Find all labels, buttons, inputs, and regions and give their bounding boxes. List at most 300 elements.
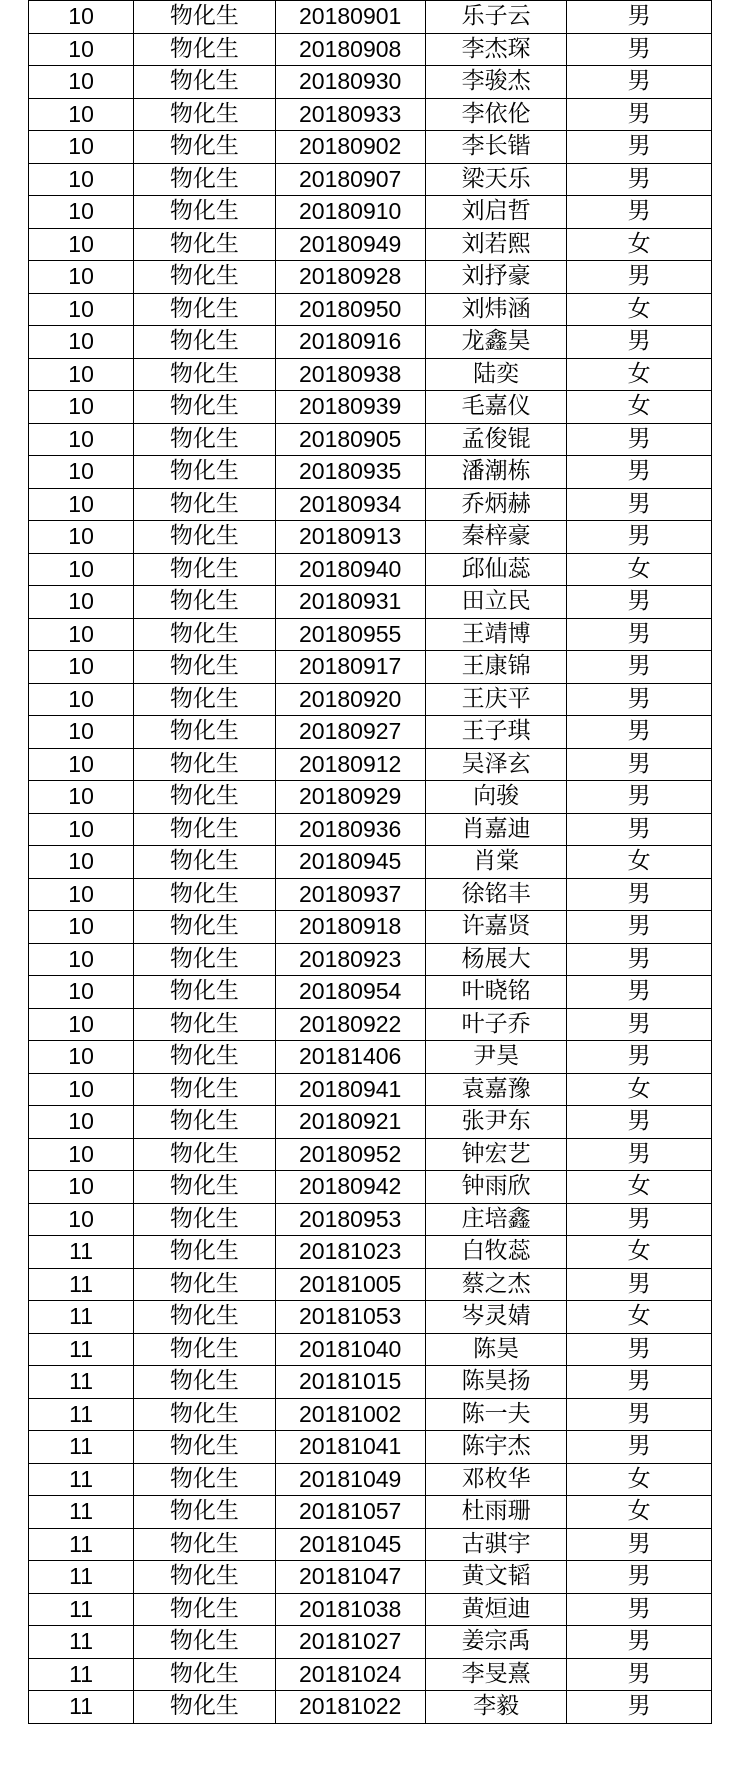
class-cell: 10	[29, 943, 134, 976]
student-id-cell: 20181045	[275, 1528, 425, 1561]
student-id-cell: 20180940	[275, 553, 425, 586]
table-row	[29, 1463, 712, 1496]
student-name-cell: 许嘉贤	[425, 911, 566, 944]
subject-combination-cell: 物化生	[134, 683, 275, 716]
gender-cell: 男	[567, 456, 712, 489]
student-name-cell: 庄培鑫	[425, 1203, 566, 1236]
table-row	[29, 1366, 712, 1399]
student-name-cell: 蔡之杰	[425, 1268, 566, 1301]
student-name-cell: 黄烜迪	[425, 1593, 566, 1626]
student-name-cell: 陈宇杰	[425, 1431, 566, 1464]
student-name-cell: 向骏	[425, 781, 566, 814]
subject-combination-cell: 物化生	[134, 1, 275, 34]
subject-combination-cell: 物化生	[134, 293, 275, 326]
gender-cell: 女	[567, 358, 712, 391]
student-id-cell: 20181024	[275, 1658, 425, 1691]
class-cell: 10	[29, 33, 134, 66]
class-cell: 11	[29, 1398, 134, 1431]
student-name-cell: 肖棠	[425, 846, 566, 879]
student-name-cell: 毛嘉仪	[425, 391, 566, 424]
table-row	[29, 1561, 712, 1594]
table-row	[29, 683, 712, 716]
subject-combination-cell: 物化生	[134, 618, 275, 651]
table-row	[29, 131, 712, 164]
gender-cell: 男	[567, 716, 712, 749]
gender-cell: 女	[567, 228, 712, 261]
student-name-cell: 李杰琛	[425, 33, 566, 66]
class-cell: 10	[29, 521, 134, 554]
gender-cell: 男	[567, 163, 712, 196]
table-row	[29, 326, 712, 359]
table-row	[29, 651, 712, 684]
class-cell: 10	[29, 1171, 134, 1204]
subject-combination-cell: 物化生	[134, 1366, 275, 1399]
class-cell: 10	[29, 228, 134, 261]
student-id-cell: 20180923	[275, 943, 425, 976]
table-row	[29, 488, 712, 521]
gender-cell: 男	[567, 781, 712, 814]
gender-cell: 男	[567, 911, 712, 944]
student-id-cell: 20180949	[275, 228, 425, 261]
gender-cell: 男	[567, 1041, 712, 1074]
table-row	[29, 1593, 712, 1626]
student-name-cell: 邓枚华	[425, 1463, 566, 1496]
class-cell: 10	[29, 456, 134, 489]
subject-combination-cell: 物化生	[134, 228, 275, 261]
class-cell: 11	[29, 1268, 134, 1301]
subject-combination-cell: 物化生	[134, 878, 275, 911]
table-row	[29, 33, 712, 66]
student-name-cell: 尹昊	[425, 1041, 566, 1074]
class-cell: 10	[29, 98, 134, 131]
table-row	[29, 1106, 712, 1139]
class-cell: 11	[29, 1528, 134, 1561]
gender-cell: 男	[567, 521, 712, 554]
student-id-cell: 20181027	[275, 1626, 425, 1659]
student-id-cell: 20180952	[275, 1138, 425, 1171]
subject-combination-cell: 物化生	[134, 1658, 275, 1691]
table-row	[29, 911, 712, 944]
table-row	[29, 1073, 712, 1106]
subject-combination-cell: 物化生	[134, 1041, 275, 1074]
class-cell: 10	[29, 1041, 134, 1074]
student-id-cell: 20180908	[275, 33, 425, 66]
subject-combination-cell: 物化生	[134, 716, 275, 749]
gender-cell: 男	[567, 748, 712, 781]
subject-combination-cell: 物化生	[134, 98, 275, 131]
student-id-cell: 20181057	[275, 1496, 425, 1529]
student-name-cell: 吴泽玄	[425, 748, 566, 781]
student-id-cell: 20180955	[275, 618, 425, 651]
gender-cell: 女	[567, 391, 712, 424]
gender-cell: 女	[567, 1171, 712, 1204]
class-cell: 10	[29, 293, 134, 326]
gender-cell: 男	[567, 943, 712, 976]
subject-combination-cell: 物化生	[134, 1593, 275, 1626]
student-id-cell: 20180917	[275, 651, 425, 684]
gender-cell: 男	[567, 1593, 712, 1626]
table-row	[29, 846, 712, 879]
student-name-cell: 李毅	[425, 1691, 566, 1724]
gender-cell: 男	[567, 1431, 712, 1464]
student-name-cell: 陈昊	[425, 1333, 566, 1366]
subject-combination-cell: 物化生	[134, 423, 275, 456]
student-id-cell: 20181022	[275, 1691, 425, 1724]
gender-cell: 男	[567, 326, 712, 359]
student-name-cell: 王康锦	[425, 651, 566, 684]
table-row	[29, 813, 712, 846]
student-id-cell: 20180913	[275, 521, 425, 554]
student-name-cell: 叶子乔	[425, 1008, 566, 1041]
student-id-cell: 20180901	[275, 1, 425, 34]
student-id-cell: 20180934	[275, 488, 425, 521]
subject-combination-cell: 物化生	[134, 391, 275, 424]
class-cell: 10	[29, 553, 134, 586]
student-name-cell: 白牧蕊	[425, 1236, 566, 1269]
class-cell: 10	[29, 716, 134, 749]
class-cell: 11	[29, 1431, 134, 1464]
student-id-cell: 20180939	[275, 391, 425, 424]
subject-combination-cell: 物化生	[134, 261, 275, 294]
subject-combination-cell: 物化生	[134, 1301, 275, 1334]
class-cell: 11	[29, 1366, 134, 1399]
class-cell: 11	[29, 1658, 134, 1691]
class-cell: 10	[29, 1008, 134, 1041]
subject-combination-cell: 物化生	[134, 813, 275, 846]
subject-combination-cell: 物化生	[134, 326, 275, 359]
table-row	[29, 1268, 712, 1301]
student-id-cell: 20180937	[275, 878, 425, 911]
student-id-cell: 20180942	[275, 1171, 425, 1204]
class-cell: 10	[29, 813, 134, 846]
subject-combination-cell: 物化生	[134, 781, 275, 814]
table-row	[29, 1333, 712, 1366]
table-row	[29, 748, 712, 781]
subject-combination-cell: 物化生	[134, 1626, 275, 1659]
gender-cell: 男	[567, 1268, 712, 1301]
table-row	[29, 976, 712, 1009]
subject-combination-cell: 物化生	[134, 1171, 275, 1204]
table-row	[29, 1301, 712, 1334]
student-id-cell: 20180922	[275, 1008, 425, 1041]
class-cell: 10	[29, 1106, 134, 1139]
student-name-cell: 杜雨珊	[425, 1496, 566, 1529]
class-cell: 10	[29, 683, 134, 716]
student-name-cell: 乐子云	[425, 1, 566, 34]
gender-cell: 男	[567, 33, 712, 66]
class-cell: 10	[29, 1073, 134, 1106]
table-row	[29, 1203, 712, 1236]
table-row	[29, 261, 712, 294]
student-name-cell: 叶晓铭	[425, 976, 566, 1009]
student-name-cell: 肖嘉迪	[425, 813, 566, 846]
gender-cell: 男	[567, 813, 712, 846]
table-row	[29, 1528, 712, 1561]
subject-combination-cell: 物化生	[134, 163, 275, 196]
gender-cell: 男	[567, 683, 712, 716]
gender-cell: 女	[567, 293, 712, 326]
student-id-cell: 20181040	[275, 1333, 425, 1366]
gender-cell: 男	[567, 1366, 712, 1399]
table-row	[29, 943, 712, 976]
class-cell: 10	[29, 66, 134, 99]
class-cell: 11	[29, 1593, 134, 1626]
table-row	[29, 1171, 712, 1204]
table-row	[29, 293, 712, 326]
gender-cell: 女	[567, 1463, 712, 1496]
gender-cell: 男	[567, 98, 712, 131]
subject-combination-cell: 物化生	[134, 196, 275, 229]
gender-cell: 男	[567, 1106, 712, 1139]
student-name-cell: 刘炜涵	[425, 293, 566, 326]
table-row	[29, 1138, 712, 1171]
student-id-cell: 20180941	[275, 1073, 425, 1106]
student-id-cell: 20180902	[275, 131, 425, 164]
student-id-cell: 20181041	[275, 1431, 425, 1464]
gender-cell: 男	[567, 1398, 712, 1431]
subject-combination-cell: 物化生	[134, 1268, 275, 1301]
class-cell: 10	[29, 911, 134, 944]
gender-cell: 男	[567, 618, 712, 651]
subject-combination-cell: 物化生	[134, 1138, 275, 1171]
table-row	[29, 228, 712, 261]
student-name-cell: 岑灵婧	[425, 1301, 566, 1334]
class-cell: 11	[29, 1333, 134, 1366]
student-name-cell: 李依伦	[425, 98, 566, 131]
table-row	[29, 1496, 712, 1529]
subject-combination-cell: 物化生	[134, 846, 275, 879]
student-id-cell: 20180945	[275, 846, 425, 879]
gender-cell: 男	[567, 1626, 712, 1659]
gender-cell: 男	[567, 1333, 712, 1366]
subject-combination-cell: 物化生	[134, 66, 275, 99]
student-id-cell: 20180936	[275, 813, 425, 846]
class-cell: 10	[29, 748, 134, 781]
subject-combination-cell: 物化生	[134, 1398, 275, 1431]
class-cell: 10	[29, 326, 134, 359]
student-name-cell: 钟雨欣	[425, 1171, 566, 1204]
class-cell: 10	[29, 781, 134, 814]
subject-combination-cell: 物化生	[134, 131, 275, 164]
student-name-cell: 刘启哲	[425, 196, 566, 229]
subject-combination-cell: 物化生	[134, 748, 275, 781]
gender-cell: 男	[567, 131, 712, 164]
student-name-cell: 梁天乐	[425, 163, 566, 196]
student-id-cell: 20180953	[275, 1203, 425, 1236]
subject-combination-cell: 物化生	[134, 33, 275, 66]
class-cell: 10	[29, 618, 134, 651]
student-name-cell: 陈一夫	[425, 1398, 566, 1431]
student-name-cell: 杨展大	[425, 943, 566, 976]
subject-combination-cell: 物化生	[134, 1528, 275, 1561]
class-cell: 11	[29, 1691, 134, 1724]
class-cell: 10	[29, 488, 134, 521]
student-id-cell: 20180927	[275, 716, 425, 749]
student-name-cell: 徐铭丰	[425, 878, 566, 911]
student-id-cell: 20180912	[275, 748, 425, 781]
gender-cell: 男	[567, 586, 712, 619]
student-id-cell: 20180929	[275, 781, 425, 814]
gender-cell: 女	[567, 1301, 712, 1334]
student-id-cell: 20180935	[275, 456, 425, 489]
gender-cell: 男	[567, 261, 712, 294]
student-id-cell: 20181047	[275, 1561, 425, 1594]
student-name-cell: 秦梓豪	[425, 521, 566, 554]
table-row	[29, 1, 712, 34]
gender-cell: 女	[567, 1073, 712, 1106]
subject-combination-cell: 物化生	[134, 586, 275, 619]
student-name-cell: 孟俊锟	[425, 423, 566, 456]
gender-cell: 男	[567, 488, 712, 521]
table-row	[29, 391, 712, 424]
subject-combination-cell: 物化生	[134, 911, 275, 944]
table-row	[29, 1691, 712, 1724]
table-row	[29, 1626, 712, 1659]
student-id-cell: 20180931	[275, 586, 425, 619]
student-name-cell: 陈昊扬	[425, 1366, 566, 1399]
student-name-cell: 古骐宇	[425, 1528, 566, 1561]
class-cell: 10	[29, 261, 134, 294]
gender-cell: 女	[567, 846, 712, 879]
class-cell: 10	[29, 196, 134, 229]
student-id-cell: 20180910	[275, 196, 425, 229]
student-name-cell: 李长锴	[425, 131, 566, 164]
gender-cell: 男	[567, 878, 712, 911]
table-row	[29, 66, 712, 99]
subject-combination-cell: 物化生	[134, 1333, 275, 1366]
class-cell: 10	[29, 1, 134, 34]
gender-cell: 男	[567, 1691, 712, 1724]
subject-combination-cell: 物化生	[134, 1561, 275, 1594]
student-name-cell: 王庆平	[425, 683, 566, 716]
table-row	[29, 1041, 712, 1074]
student-name-cell: 袁嘉豫	[425, 1073, 566, 1106]
student-id-cell: 20180918	[275, 911, 425, 944]
subject-combination-cell: 物化生	[134, 553, 275, 586]
student-id-cell: 20181053	[275, 1301, 425, 1334]
student-id-cell: 20180933	[275, 98, 425, 131]
table-row	[29, 586, 712, 619]
student-name-cell: 李旻熹	[425, 1658, 566, 1691]
gender-cell: 男	[567, 196, 712, 229]
gender-cell: 男	[567, 1008, 712, 1041]
student-id-cell: 20180907	[275, 163, 425, 196]
class-cell: 10	[29, 1138, 134, 1171]
table-row	[29, 716, 712, 749]
gender-cell: 男	[567, 976, 712, 1009]
gender-cell: 女	[567, 1496, 712, 1529]
table-row	[29, 618, 712, 651]
subject-combination-cell: 物化生	[134, 358, 275, 391]
student-id-cell: 20180920	[275, 683, 425, 716]
gender-cell: 男	[567, 1138, 712, 1171]
class-cell: 11	[29, 1463, 134, 1496]
class-cell: 11	[29, 1301, 134, 1334]
student-name-cell: 李骏杰	[425, 66, 566, 99]
class-cell: 10	[29, 586, 134, 619]
subject-combination-cell: 物化生	[134, 1106, 275, 1139]
class-cell: 10	[29, 1203, 134, 1236]
student-id-cell: 20181023	[275, 1236, 425, 1269]
class-cell: 11	[29, 1561, 134, 1594]
gender-cell: 男	[567, 423, 712, 456]
gender-cell: 男	[567, 66, 712, 99]
subject-combination-cell: 物化生	[134, 1073, 275, 1106]
student-roster-table	[28, 0, 712, 1724]
student-id-cell: 20180954	[275, 976, 425, 1009]
student-id-cell: 20180928	[275, 261, 425, 294]
subject-combination-cell: 物化生	[134, 1496, 275, 1529]
student-name-cell: 钟宏艺	[425, 1138, 566, 1171]
student-id-cell: 20181038	[275, 1593, 425, 1626]
student-name-cell: 黄文韬	[425, 1561, 566, 1594]
class-cell: 10	[29, 391, 134, 424]
table-row	[29, 553, 712, 586]
table-row	[29, 358, 712, 391]
student-name-cell: 田立民	[425, 586, 566, 619]
roster-body	[29, 1, 712, 1724]
student-name-cell: 王子琪	[425, 716, 566, 749]
student-id-cell: 20181002	[275, 1398, 425, 1431]
student-id-cell: 20181015	[275, 1366, 425, 1399]
subject-combination-cell: 物化生	[134, 1463, 275, 1496]
gender-cell: 男	[567, 1, 712, 34]
table-row	[29, 196, 712, 229]
class-cell: 10	[29, 163, 134, 196]
student-id-cell: 20180930	[275, 66, 425, 99]
class-cell: 10	[29, 358, 134, 391]
student-id-cell: 20181049	[275, 1463, 425, 1496]
class-cell: 10	[29, 651, 134, 684]
table-row	[29, 163, 712, 196]
class-cell: 11	[29, 1496, 134, 1529]
subject-combination-cell: 物化生	[134, 488, 275, 521]
table-row	[29, 1431, 712, 1464]
student-name-cell: 姜宗禹	[425, 1626, 566, 1659]
student-name-cell: 乔炳赫	[425, 488, 566, 521]
class-cell: 10	[29, 423, 134, 456]
student-id-cell: 20180916	[275, 326, 425, 359]
gender-cell: 男	[567, 1658, 712, 1691]
student-name-cell: 龙鑫昊	[425, 326, 566, 359]
table-row	[29, 456, 712, 489]
table-row	[29, 1008, 712, 1041]
subject-combination-cell: 物化生	[134, 651, 275, 684]
table-row	[29, 781, 712, 814]
table-row	[29, 521, 712, 554]
class-cell: 11	[29, 1626, 134, 1659]
student-id-cell: 20180921	[275, 1106, 425, 1139]
class-cell: 10	[29, 976, 134, 1009]
gender-cell: 男	[567, 1528, 712, 1561]
gender-cell: 女	[567, 1236, 712, 1269]
gender-cell: 女	[567, 553, 712, 586]
student-name-cell: 张尹东	[425, 1106, 566, 1139]
student-id-cell: 20181005	[275, 1268, 425, 1301]
student-id-cell: 20181406	[275, 1041, 425, 1074]
subject-combination-cell: 物化生	[134, 1008, 275, 1041]
table-row	[29, 1398, 712, 1431]
subject-combination-cell: 物化生	[134, 1236, 275, 1269]
table-row	[29, 878, 712, 911]
student-name-cell: 王靖博	[425, 618, 566, 651]
class-cell: 11	[29, 1236, 134, 1269]
gender-cell: 男	[567, 1203, 712, 1236]
subject-combination-cell: 物化生	[134, 976, 275, 1009]
student-id-cell: 20180950	[275, 293, 425, 326]
student-name-cell: 刘抒豪	[425, 261, 566, 294]
table-row	[29, 423, 712, 456]
